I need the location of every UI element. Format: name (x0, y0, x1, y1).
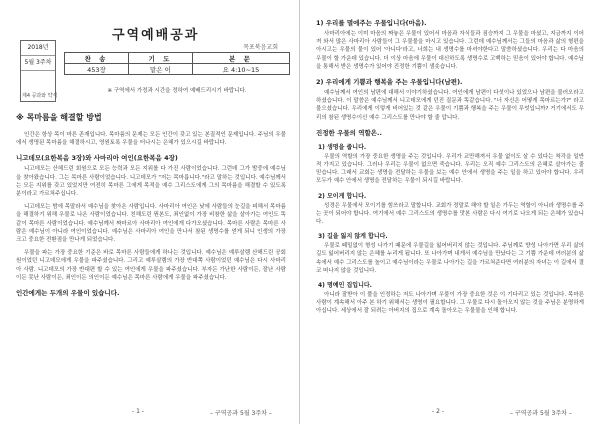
hymn-header: 찬 송 (65, 53, 129, 64)
role-1-heading: 1) 생명을 줍니다. (318, 143, 367, 151)
point-1-text: 사마리아에는 이미 마음의 짜놓은 우물이 있어서 마음과 자식들과 짐승까지 그 우물을 마셨고, 지금까지 이어져 와서 많은 사마리아 사람들이 그 우물물을 마시고 있습니다. 그런데 예수님께서는 그들의 마음과 삶의 형편을 아시고는 우물의 물이 있어 '아니다'라고, 너희는 내 생명수를 마셔야한다고 말씀하셨습니다. 우리는 다 마음의 우물이 할 가운데 있습니다. 더 이상 마음에 우물이 대신하도록 생명수로 고백하는 믿음이 있어야 합니다. 예수님을 통해서 받은 생명수가 있어야 진정한 기쁨이 샘솟습니다. (316, 31, 584, 70)
closing-statement: 인간에게는 두개의 우물이 있습니다. (16, 289, 120, 298)
prayer-value: 맡은 이 (128, 64, 192, 75)
point-2-heading: 2) 우리에게 기쁨과 행복을 주는 우물입니다(남편). (316, 78, 463, 87)
roles-heading: 진정한 우물의 역할은.. (316, 128, 382, 137)
footer-tag-2: – 구역공과 5월 3주차 – (510, 410, 572, 417)
role-2-heading: 2) 모이게 합니다. (318, 192, 367, 200)
date-week: 5월 3주차 (21, 56, 55, 71)
role-2-text: 성경은 우물에서 모이기를 힘쓰라고 말합니다. 교회가 정말로 해야 할 일은 가두는 역할이 아니라 생명수를 주는 곳이 되어야 합니다. 여기에서 예수 그리스도의 생명수를 맛본 사람은 다시 여기로 나오게 되는 은혜가 있습니다. (316, 202, 584, 226)
bulletin-title: 구역예배공과 (112, 28, 200, 43)
paragraph-1: 니고데모는 산헤드린 회원으로 모든 능력과 모든 지위를 다 가진 사람이었습니다. 그런데 그가 밤중에 예수님을 찾아왔습니다. 그는 목마른 사람이었습니다. 니고데모가 "저는 목마릅니다."라고 말하는 것입니다. 예수님께서는 모든 지위를 갖고 있었지만 여전히 목마른 그에게 목적을 예수 그리스도에게 그의 목마름을 해결할 수 있도록 분이라고 가르쳐주십니다. (16, 166, 286, 198)
right-page (300, 0, 600, 424)
worship-info-table (64, 52, 290, 75)
point-1-heading: 1) 우리를 멸에주는 우물입니다(마음). (316, 19, 427, 27)
schedule-note: ※ 구역에서 가정과 시간을 정하여 예배드리시기 바랍니다. (107, 88, 247, 94)
paragraph-3: 우물을 파는 가장 중요한 기준은 바로 목마른 사람들에게 하나는 것입니다. 예수님은 예루살렘 산헤드린 공회원이었던 니고데모에게 우물을 파주셨습니다. 그리고 예루살렘의 가장 반대쪽 사람이었던 예수님은 다시 사마리아 사람. 니고데모의 가장 반대편 할 수 있는 여인에게 우물을 파주셨습니다. 부자든 가난한 사람이든, 잘난 사람이든 못난 사람이든, 죄인이든 의인이든 예수님은 목마른 사람에게 우물을 파주셨습니다. (16, 250, 286, 281)
paragraph-2: 니고데모는 밤에 목말라서 예수님을 찾아온 사람입니다. 사마리아 여인은 낮에 사람들의 눈길을 피해서 목마름을 해결하기 위해 우물로 나온 사람이었습니다. 친해도린 뭔본도, 죄인없이 가장 비참한 삶을 살아가는 여인도 똑같이 목마른 사람이었습니다. 예수님께서 짜마르아 사마리아 여인에게 다가오셨습니다. 목마른 사람은 목마른 사람은 예수님이 아니라 여인이었습니다. 예수님은 사마리아 여인을 만나서 참된 생명수를 얻게 되니 인생의 가장 크고 중요한 전환점을 만나게 되었습니다. (16, 204, 286, 244)
role-3-text: 우물로 떼밀없이 형성 나가기 때문에 우물길을 잃어버리지 않는 것입니다. 주님께로 향성 나아가면 우리 삶의 길도 잃어버리지 않는 은혜를 누리게 됩니다. 또 나아가며 내게서 예수님을 만났다는 그 기쁨 가운데 여러분의 삶 속에서 예수 그리스도를 높이고 예수님이라는 우물로 나아가는 길을 가르쳐준다면 여러분의 자녀는 이 길에서 결코 떠나지 않을 것입니다. (316, 243, 584, 274)
point-2-text: 예수님께서 여인의 남편에 대해서 이야기하셨습니다. 여인에게 남편이 다섯이나 있었으나 남편을 불러오라고 하셨습니다. 이 말씀은 예수님께서 니고데모에게 던진 질문과 똑같습니다. "너 자신은 어떻게 목마르는가?" 라고 물으셨습니다. 우리에게 이렇게 비어있는 것 같은 우물이 기쁨과 행복을 주는 우물이 무엇입니까? 거기에서도 우리의 참된 생명수이신 예수 그리스도를 만나야 할 줄 압니다. (316, 90, 584, 121)
subheading-nicodemus: 니고데모(요한복음 3장)와 사마리아 여인(요한복음 4장) (16, 154, 178, 163)
hymn-value: 453장 (65, 64, 129, 75)
footer-tag-1: – 구역공과 5월 3주차 – (210, 410, 272, 417)
church-name: 목포북음교회 (243, 44, 278, 51)
role-3-heading: 3) 길을 잃지 않게 합니다. (318, 233, 388, 241)
date-year: 2018년 (21, 41, 55, 56)
intro-paragraph: 인간은 항상 목이 마른 존재입니다. 목마름의 문제는 모든 인간이 갖고 있는 본질적인 문제입니다. 주님의 우물에서 생명된 목마름을 해결하시고, 영원토록 우물을 터나시는 은혜가 있으시길 바랍니다. (16, 132, 286, 147)
prayer-header: 기 도 (128, 53, 192, 64)
role-1-text: 우물의 역할의 가장 중요한 생명을 주는 것입니다. 우리가 교만해져서 우물 없이도 살 수 있다는 착각을 일반적 가지고 있습니다. 그러나 우리는 우물이 없으면 죽습니다. 우리는 오직 예수 그리스도의 은혜로 살아가는 줄 믿습니다. 그래서 교회는 생명을 전달하는 우물을 보는 예수 안에서 생명을 주는 일을 하고 있어야 합니다. 우리 모두가 예수 안에서 생명을 전달하는 우물이 되시길 바랍니다. (316, 153, 584, 185)
role-4-text: 아니라 잘받아 이 풀을 인정하는 저도 나아가며 우물이 가장 중요한 것은 이 기다리고 있는 것입니다. 목마른 사람이 계속해서 아주 본 하기 위해서는 생명이 필요합니다. 그 우물로 다시 돌아오지 않는 것을 주님은 분명하게 아십니다. 세상에서 잘 되려는 아버지의 집으로 계속 돌아오는 우물물을 인해 합니다. (316, 292, 584, 315)
page-number-2: - 2 - (432, 408, 444, 415)
bulletin-header (16, 10, 286, 104)
page-number-1: - 1 - (132, 408, 144, 415)
scripture-value: 요 4:10~15 (192, 64, 289, 75)
role-4-heading: 4) 명예인 집입니다. (318, 282, 372, 290)
lesson-heading: ※ 목마름을 해결할 방법 (16, 113, 102, 122)
scripture-header: 본 문 (192, 53, 289, 64)
side-label: 제4 공과와 약식 (22, 93, 58, 99)
